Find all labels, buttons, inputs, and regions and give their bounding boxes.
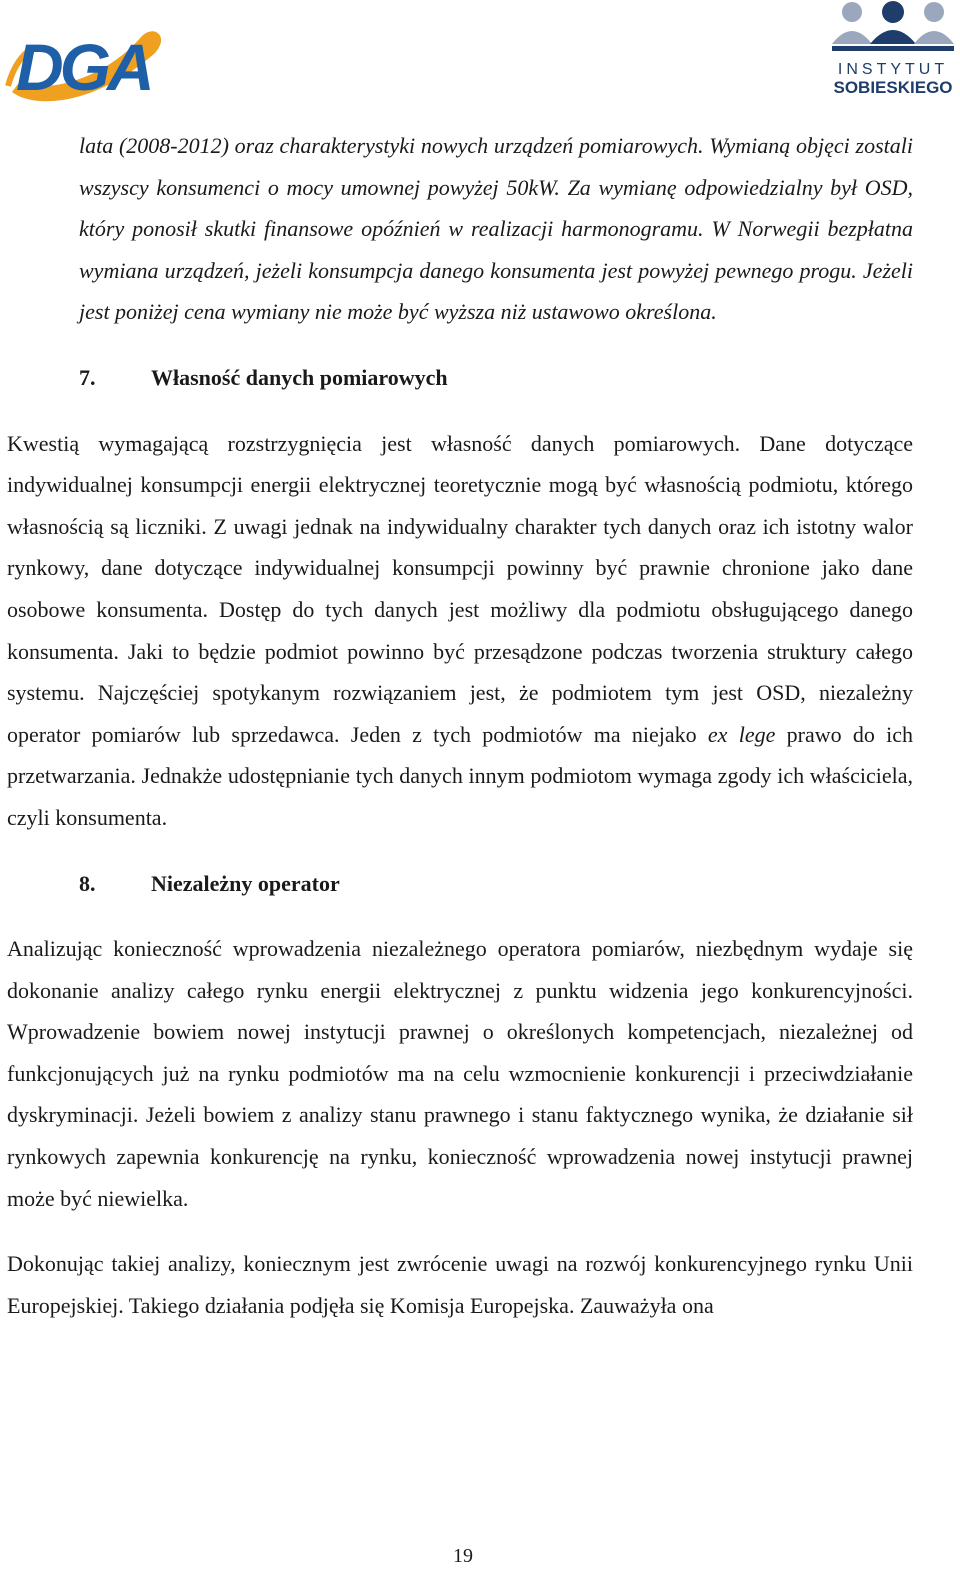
paragraph-gap [7,1219,913,1243]
dga-logo [4,14,166,106]
section-7-paragraph-part2: prawo do ich przetwarzania. Jednakże udostępnianie tych danych innym podmiotom wymaga zgody ich właściciela, czyli konsumenta. [7,721,914,830]
dga-logo-text: DGA [16,30,151,104]
page-header [0,0,960,110]
document-body [7,125,913,1326]
sobieski-logo-line2: SOBIESKIEGO [833,78,953,97]
section-8-paragraph-2: Dokonując takiej analizy, koniecznym jest zwrócenie uwagi na rozwój konkurencyjnego rynku Unii Europejskiej. Takiego działania podjęła się Komisja Europejska. Zauważyła ona [7,1251,913,1318]
section-7-paragraph-part1: Kwestią wymagającą rozstrzygnięcia jest własność danych pomiarowych. Dane dotyczące indywidualnej konsumpcji energii elektrycznej teoretycznie mogą być własnością podmiotu, którego własnością są liczniki. Z uwagi jednak na indywidualny charakter tych danych oraz ich istotny walor rynkowy, dane dotyczące indywidualnej konsumpcji powinny być prawnie chronione jako dane osobowe konsumenta. Dostęp do tych danych jest możliwy dla podmiotu obsługującego danego konsumenta. Jaki to będzie podmiot powinno być przesądzone podczas tworzenia struktury całego systemu. Najczęściej spotykanym rozwiązaniem jest, że podmiotem tym jest OSD, niezależny operator pomiarów lub sprzedawca. Jeden z tych podmiotów ma niejako [7,430,913,747]
section-7-paragraph-italic: ex lege [707,721,776,747]
sobieski-logo [826,0,960,100]
section-7-title: Własność danych pomiarowych [151,364,448,390]
section-7-paragraph [7,423,913,839]
section-8-paragraph-1: Analizując konieczność wprowadzenia niezależnego operatora pomiarów, niezbędnym wydaje się dokonanie analizy całego rynku energii elektrycznej z punktu widzenia jego konkurencyjności. Wprowadzenie bowiem nowej instytucji prawnej o określonych kompetencjach, niezależnej od funkcjonujących już na rynku podmiotów ma na celu wzmocnienie konkurencji i przeciwdziałanie dyskryminacji. Jeżeli bowiem z analizy stanu prawnego i stanu faktycznego wynika, że działanie sił rynkowych zapewnia konkurencję na rynku, konieczność wprowadzenia nowej instytucji prawnej może być niewielka. [7,936,913,1211]
section-8-title: Niezależny operator [151,870,340,896]
page-number: 19 [453,1545,473,1567]
section-8-heading [7,863,913,905]
section-7-number: 7. [79,364,96,390]
section-8-number: 8. [79,870,96,896]
sobieski-logo-line1: INSTYTUT [837,61,949,78]
sobieski-people-icon [826,0,960,60]
section-7-heading [7,357,913,399]
intro-paragraph: lata (2008-2012) oraz charakterystyki nowych urządzeń pomiarowych. Wymianą objęci zostali wszyscy konsumenci o mocy umownej powyżej 50kW. Za wymianę odpowiedzialny był OSD, który ponosił skutki finansowe opóźnień w realizacji harmonogramu. W Norwegii bezpłatna wymiana urządzeń, jeżeli konsumpcja danego konsumenta jest powyżej pewnego progu. Jeżeli jest poniżej cena wymiany nie może być wyższa niż ustawowo określona. [79,133,913,325]
